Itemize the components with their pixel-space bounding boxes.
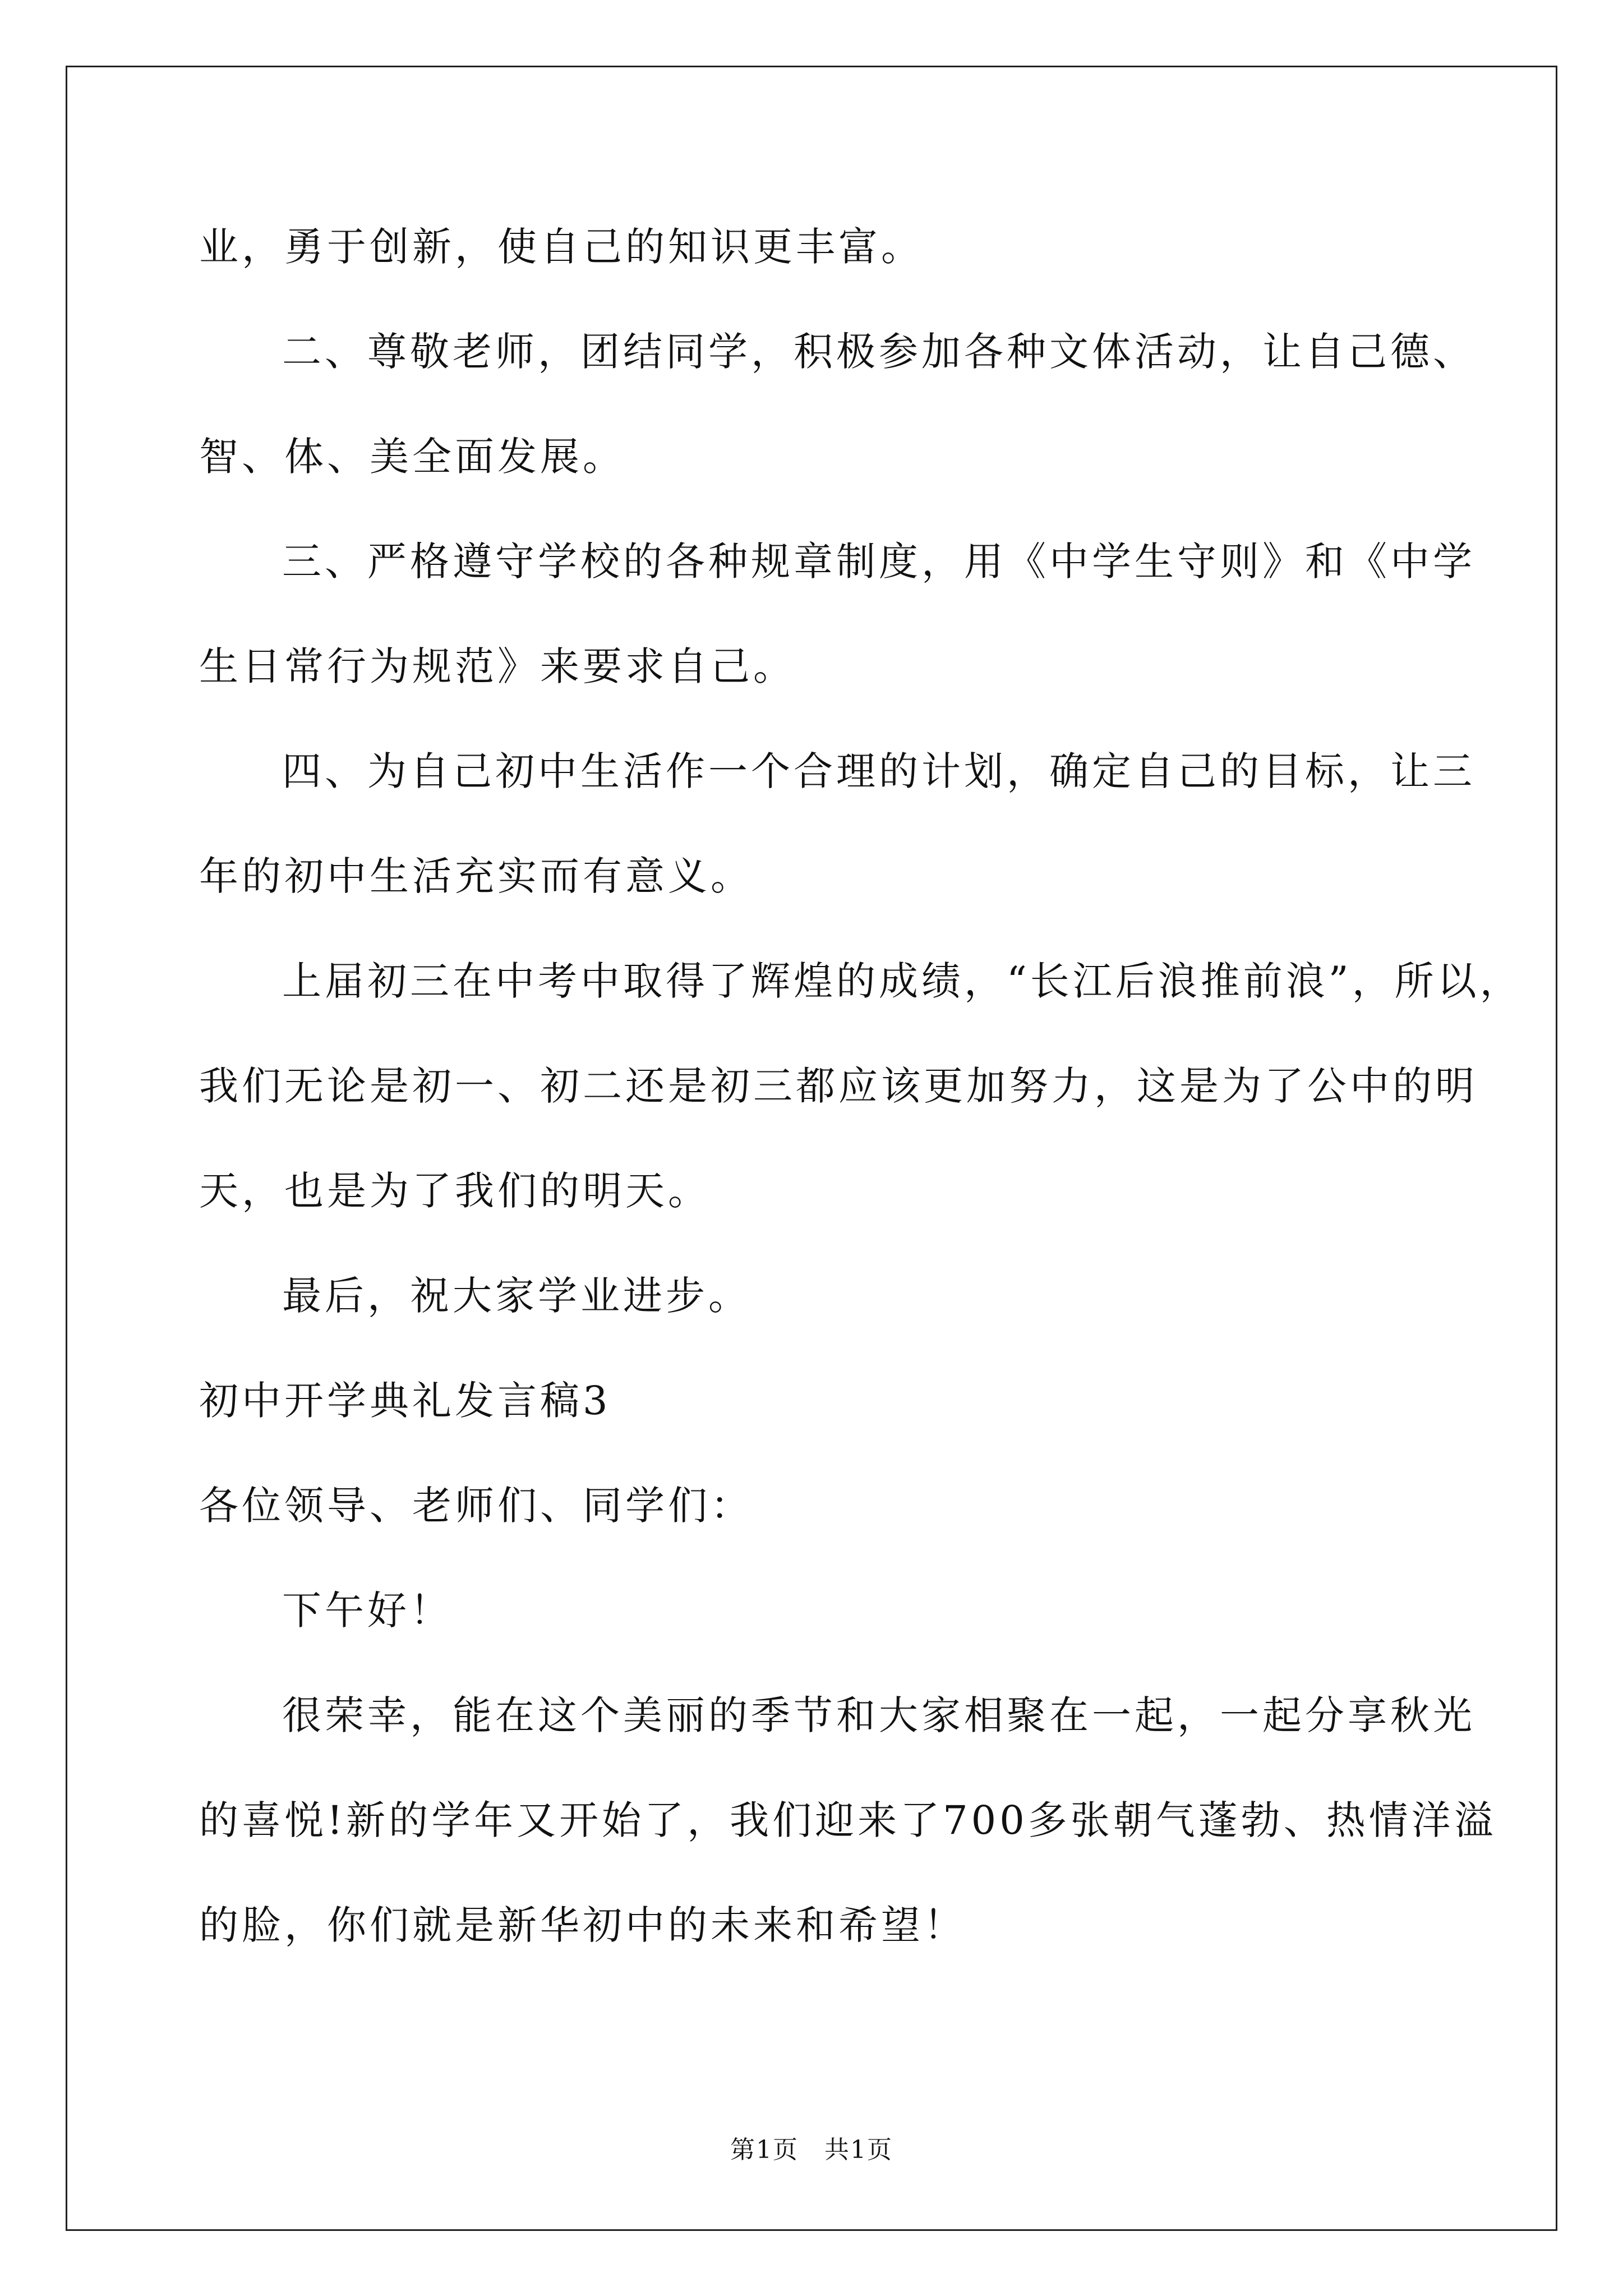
text-line: 四、为自己初中生活作一个合理的计划，确定自己的目标，让三 (282, 748, 1476, 794)
text-line: 年的初中生活充实而有意义。 (199, 853, 753, 899)
text-line: 我们无论是初一、初二还是初三都应该更加努力，这是为了公中的明 (199, 1063, 1478, 1109)
text-line: 业，勇于创新，使自己的知识更丰富。 (199, 224, 924, 270)
text-line: 的脸，你们就是新华初中的未来和希望！ (199, 1902, 966, 1948)
text-line: 上届初三在中考中取得了辉煌的成绩，“长江后浪推前浪”，所以， (282, 958, 1523, 1004)
salutation: 各位领导、老师们、同学们： (199, 1483, 753, 1529)
text-line: 天，也是为了我们的明天。 (199, 1168, 711, 1214)
text-line: 很荣幸，能在这个美丽的季节和大家相聚在一起，一起分享秋光 (282, 1692, 1476, 1738)
text-line: 最后，祝大家学业进步。 (282, 1273, 751, 1319)
greeting: 下午好！ (282, 1588, 453, 1634)
text-line: 的喜悦!新的学年又开始了，我们迎来了700多张朝气蓬勃、热情洋溢 (199, 1797, 1497, 1843)
text-line: 智、体、美全面发展。 (199, 434, 625, 480)
page-footer: 第1页 共1页 (730, 2136, 893, 2164)
text-line: 三、严格遵守学校的各种规章制度，用《中学生守则》和《中学 (282, 539, 1476, 585)
text-line: 生日常行为规范》来要求自己。 (199, 643, 796, 689)
section-title: 初中开学典礼发言稿3 (199, 1378, 611, 1424)
text-line: 二、尊敬老师，团结同学，积极参加各种文体活动，让自己德、 (282, 329, 1476, 375)
